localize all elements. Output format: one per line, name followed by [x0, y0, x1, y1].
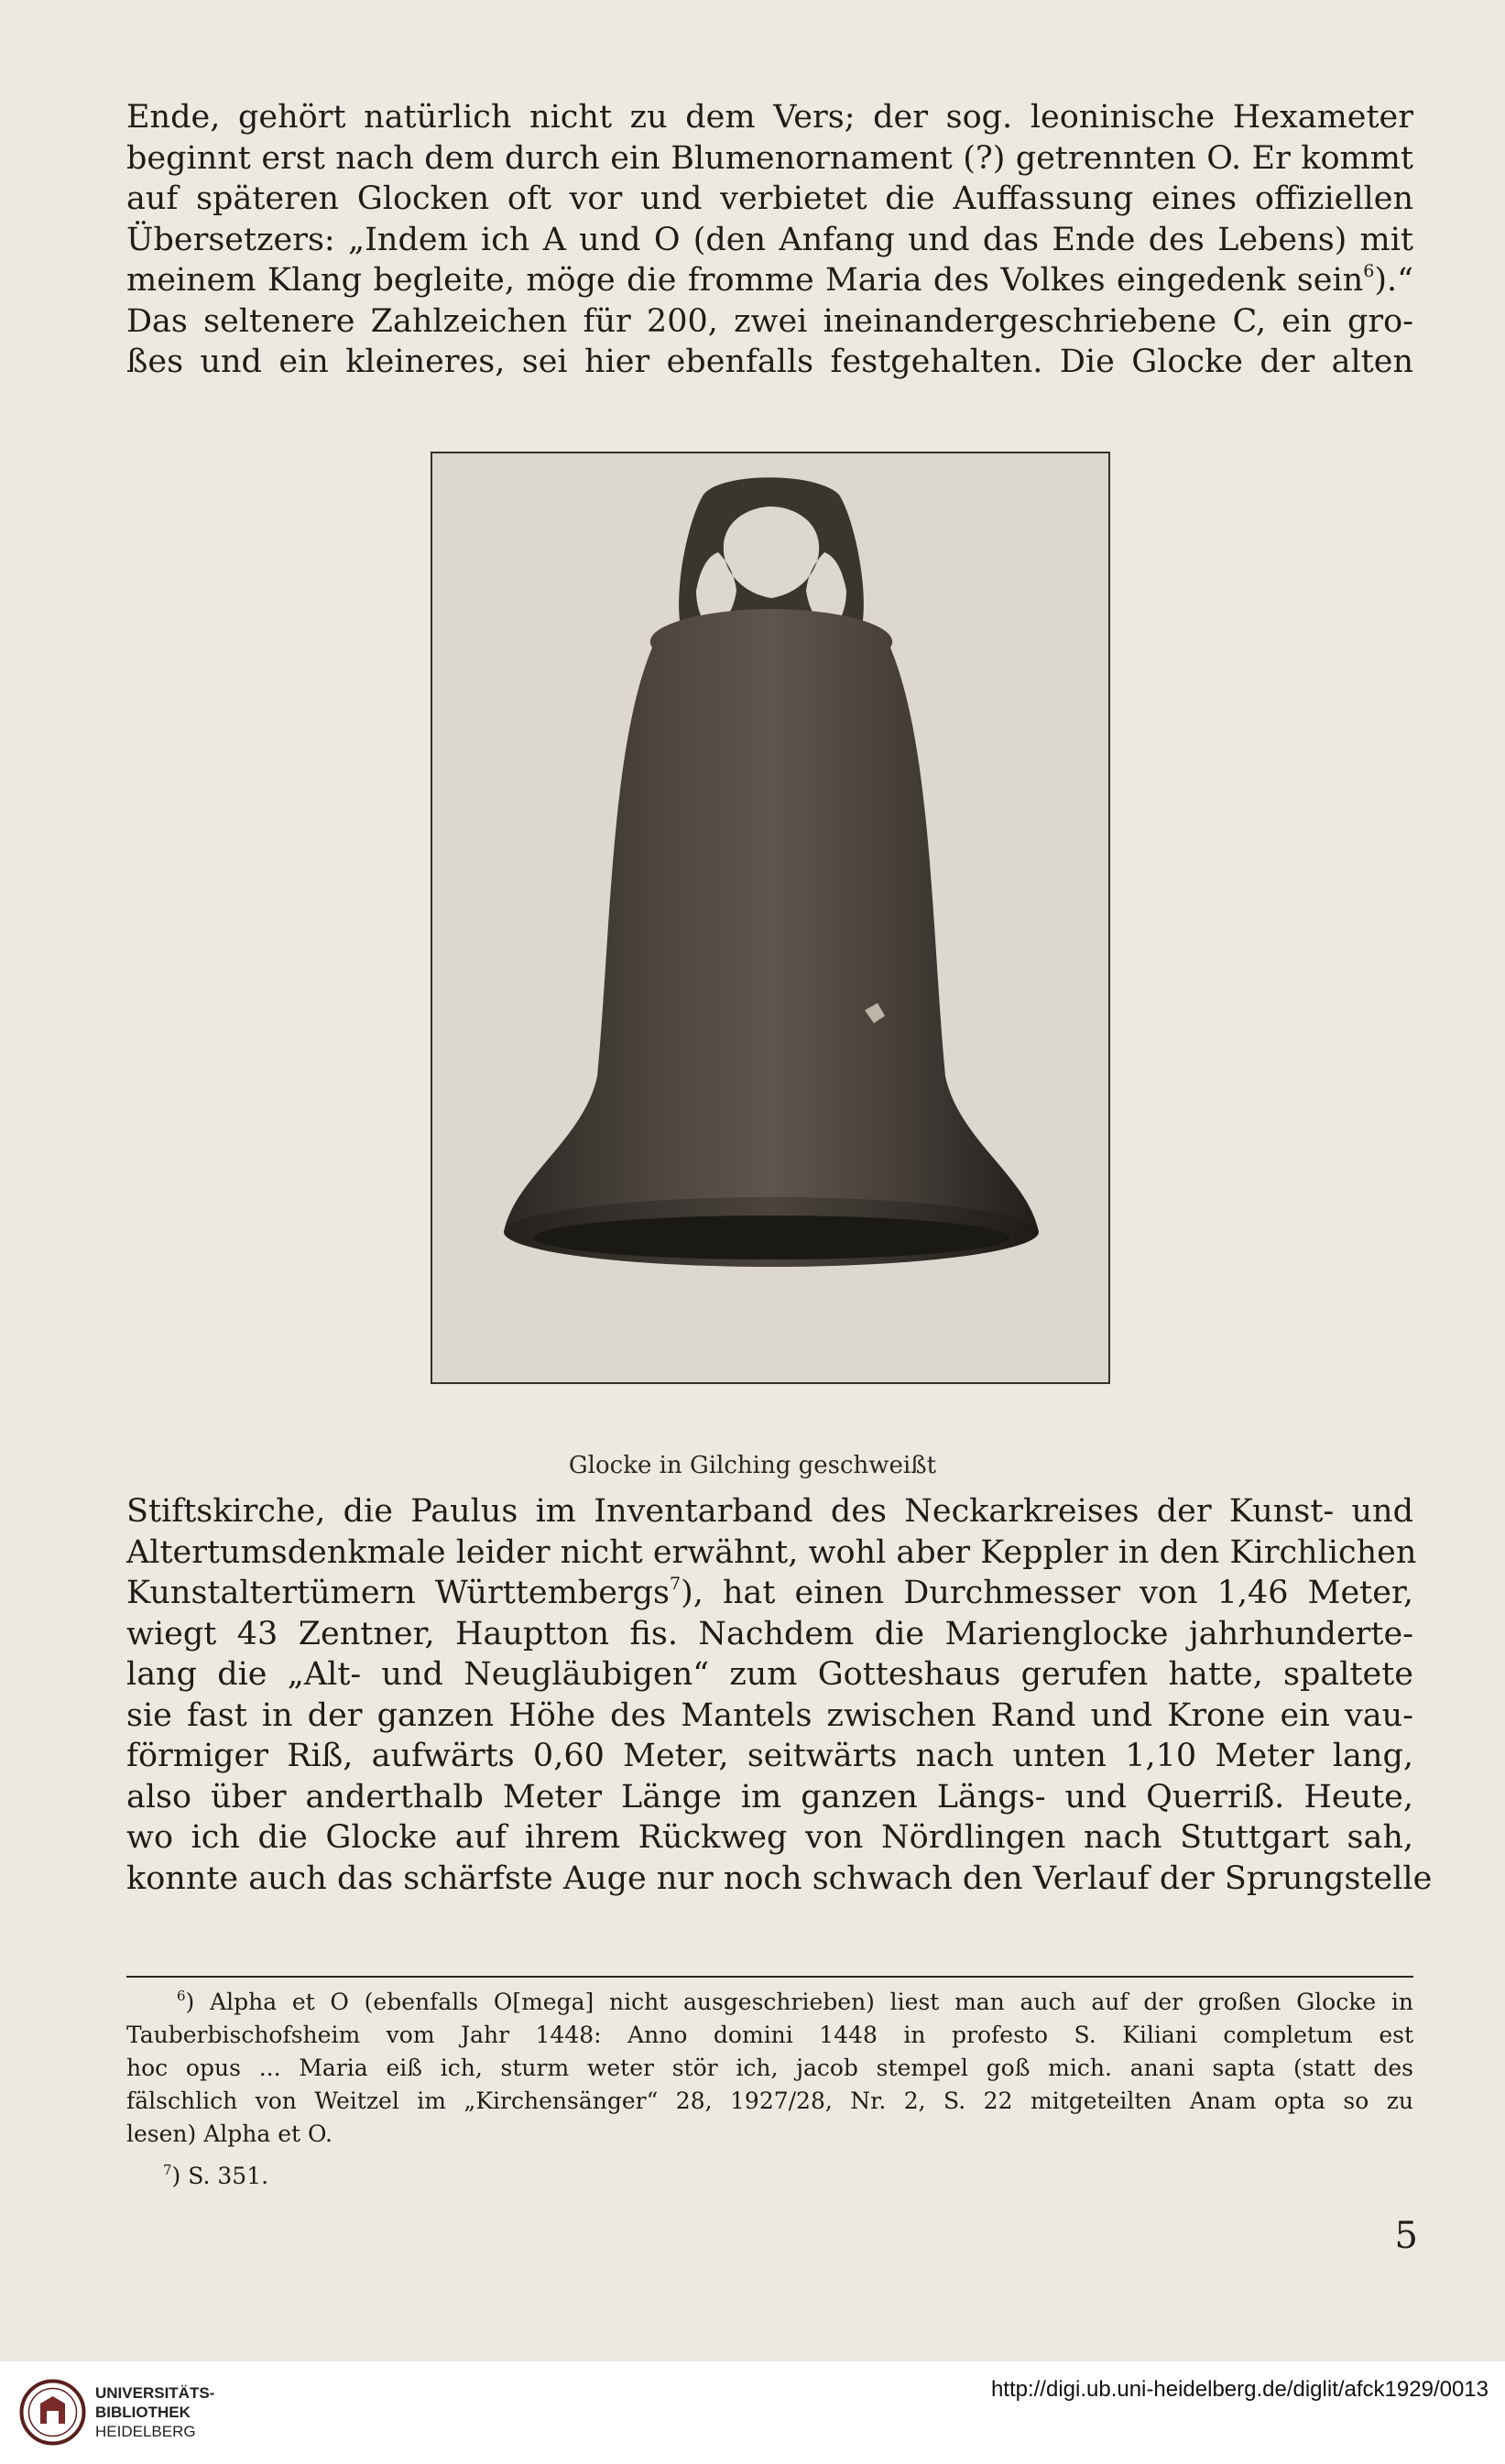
footnote-line: fälschlich von Weitzel im „Kirchensänger“ 28, 1927/28, Nr. 2, S. 22 mitgeteilten Anam opta so zu: [126, 2088, 1413, 2114]
library-name: [95, 2383, 214, 2441]
text-line: auf späteren Glocken oft vor und verbietet die Auffassung eines offiziellen: [126, 180, 1413, 217]
text-line: Das seltenere Zahlzeichen für 200, zwei ineinandergeschriebene C, ein gro-: [126, 302, 1413, 340]
text-line: Übersetzers: „Indem ich A und O (den Anfang und das Ende des Lebens) mit: [126, 221, 1413, 258]
footnote-7: [126, 2160, 1413, 2193]
footnote-6: [126, 1986, 1413, 2151]
library-name-line: BIBLIOTHEK: [95, 2404, 191, 2421]
footnote-line: lesen) Alpha et O.: [126, 2121, 333, 2147]
text-line: ßes und ein kleineres, sei hier ebenfalls festgehalten. Die Glocke der alten: [126, 343, 1413, 380]
text-line: wo ich die Glocke auf ihrem Rückweg von Nördlingen nach Stuttgart sah,: [126, 1819, 1413, 1856]
text-line: beginnt erst nach dem durch ein Blumenornament (?) getrennten O. Er kommt: [126, 139, 1413, 177]
footnote-divider: [126, 1976, 1413, 1978]
text-line: [126, 260, 1413, 301]
text-line: wiegt 43 Zentner, Hauptton fis. Nachdem die Marienglocke jahrhunderte-: [126, 1615, 1413, 1652]
text-segment: ), hat einen Durchmesser von 1,46 Meter,: [681, 1575, 1413, 1611]
text-line: Altertumsdenkmale leider nicht erwähnt, wohl aber Keppler in den Kirchlichen: [126, 1533, 1417, 1571]
footnote-ref-6[interactable]: 6: [1363, 261, 1375, 281]
paragraph-bottom: [126, 1491, 1433, 1899]
bell-illustration: [432, 453, 1108, 1382]
university-seal-icon: [18, 2378, 87, 2447]
footnote-marker: 7: [163, 2162, 172, 2178]
text-segment: ) Alpha et O (ebenfalls O[mega] nicht ausgeschrieben) liest man auch auf der großen Glocke in: [185, 1989, 1413, 2015]
bell-photograph: [431, 452, 1110, 1384]
figure-caption: Glocke in Gilching geschweißt: [568, 1452, 937, 1479]
page-number: 5: [1394, 2215, 1418, 2257]
paragraph-top: [126, 97, 1413, 383]
source-url-link[interactable]: http://digi.ub.uni-heidelberg.de/diglit/afck1929/0013: [990, 2377, 1489, 2402]
text-line: [126, 1573, 1413, 1614]
footnote-line: Tauberbischofsheim vom Jahr 1448: Anno domini 1448 in profesto S. Kiliani completum est: [126, 2022, 1413, 2048]
text-segment: meinem Klang begleite, möge die fromme Maria des Volkes eingedenk sein: [126, 262, 1364, 299]
text-segment: ) S. 351.: [171, 2163, 269, 2189]
text-line: sie fast in der ganzen Höhe des Mantels zwischen Rand und Krone ein vau-: [126, 1696, 1413, 1734]
library-name-line: HEIDELBERG: [95, 2423, 196, 2440]
text-line: förmiger Riß, aufwärts 0,60 Meter, seitwärts nach unten 1,10 Meter lang,: [126, 1738, 1413, 1774]
library-name-line: UNIVERSITÄTS-: [95, 2384, 215, 2402]
footnote-line: [163, 2160, 1413, 2193]
footnotes: [126, 1986, 1413, 2193]
text-line: Ende, gehört natürlich nicht zu dem Vers; der sog. leoninische Hexameter: [126, 99, 1413, 136]
bell-mouth: [533, 1216, 1009, 1259]
text-segment: ).“: [1374, 262, 1413, 299]
footnote-marker: 6: [177, 1988, 186, 2004]
text-segment: Kunstaltertümern Württembergs: [126, 1575, 670, 1611]
text-line: also über anderthalb Meter Länge im ganzen Längs- und Querriß. Heute,: [126, 1778, 1413, 1815]
footnote-line: [126, 1986, 1413, 2019]
text-line: lang die „Alt- und Neugläubigen“ zum Gotteshaus gerufen hatte, spaltete: [126, 1656, 1413, 1693]
text-line: Stiftskirche, die Paulus im Inventarband des Neckarkreises der Kunst- und: [126, 1493, 1413, 1530]
digitization-footer: [0, 2361, 1505, 2464]
footnote-ref-7[interactable]: 7: [670, 1574, 682, 1594]
footnote-line: hoc opus ... Maria eiß ich, sturm weter stör ich, jacob stempel goß mich. anani sapta (statt des: [126, 2055, 1413, 2081]
text-line: konnte auch das schärfste Auge nur noch schwach den Verlauf der Sprungstelle: [126, 1859, 1433, 1897]
